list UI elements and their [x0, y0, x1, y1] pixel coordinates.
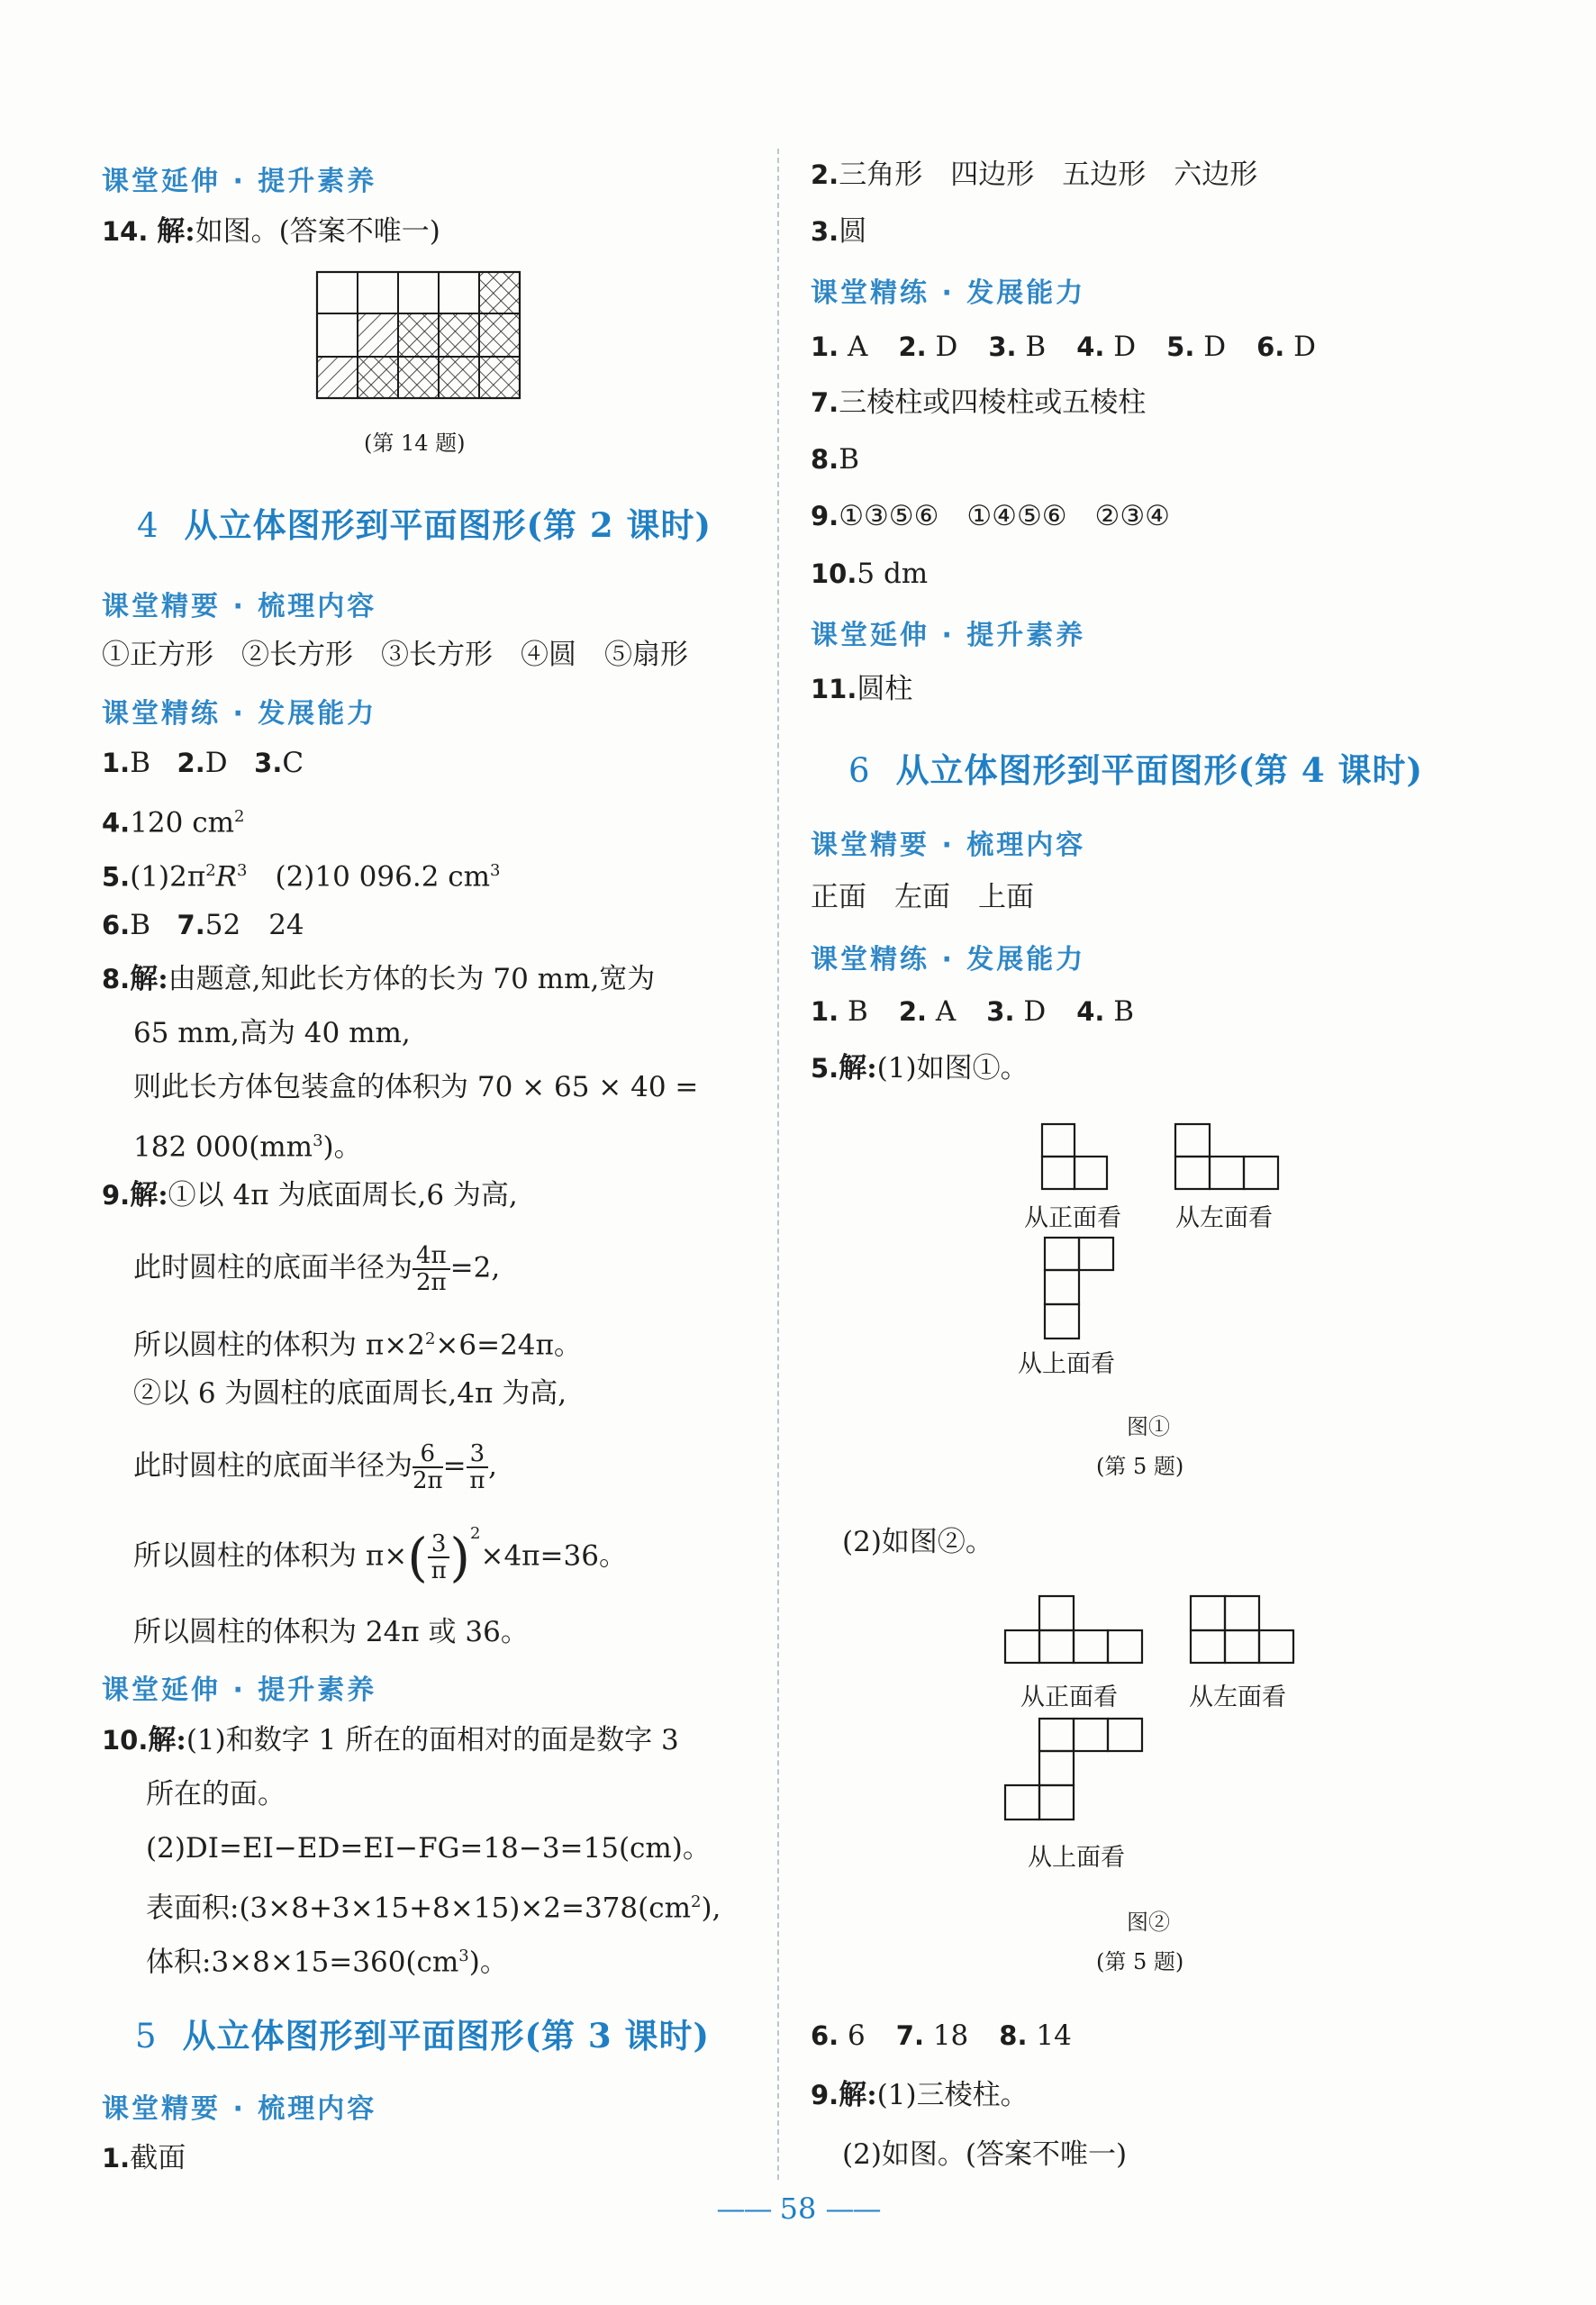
- answer-10-line5: 体积$:3\times 8\times 15=360(cm^3)$。: [146, 1946, 508, 1979]
- section-heading-extend: 课堂延伸 · 提升素养: [102, 166, 377, 197]
- section-heading-practice: 课堂精练 · 发展能力: [102, 698, 377, 730]
- answer-c8: 8.B: [811, 443, 859, 476]
- lesson-6-title: 6 从立体图形到平面图形(第 4 课时): [848, 750, 1424, 790]
- answer-8-line3: 则此长方体包装盒的体积为 70 × 65 × 40 =: [133, 1071, 699, 1103]
- answer-10-line1: 10.解:(1)和数字 1 所在的面相对的面是数字 3: [102, 1724, 679, 1756]
- answer-c9: 9.①③⑤⑥ ①④⑤⑥ ②③④: [811, 500, 1170, 532]
- answer-4: 4.120 $cm^2$: [102, 806, 245, 839]
- answer-c-2: 2. D: [898, 331, 958, 363]
- fig2-label: 图②: [1127, 1910, 1170, 1935]
- q14-shaded-grid-figure: [317, 270, 533, 402]
- lesson-4-title: 4 从立体图形到平面图形(第 2 课时): [137, 505, 712, 545]
- answer-c7: 7.三棱柱或四棱柱或五棱柱: [811, 386, 1147, 419]
- fig1-label: 图①: [1127, 1414, 1170, 1439]
- fig2-left-view: [1189, 1594, 1301, 1666]
- answer-d5-part2: (2)如图②。: [842, 1526, 993, 1558]
- fig1-top-view: [1043, 1236, 1115, 1342]
- fraction-3-over-pi: $\frac{3}{\pi}$: [467, 1441, 489, 1493]
- fig1-front-view: [1040, 1122, 1112, 1194]
- answer-10-line3: (2)DI=EI−ED=EI−FG=18−3=15(cm)。: [146, 1832, 711, 1865]
- column-divider: [777, 149, 779, 2180]
- answer-10-line2: 所在的面。: [146, 1778, 286, 1810]
- answer-d-3: 3. D: [986, 995, 1047, 1028]
- section-heading-practice-r1: 课堂精练 · 发展能力: [811, 277, 1086, 309]
- section-heading-practice-r2: 课堂精练 · 发展能力: [811, 944, 1086, 976]
- answer-9-line1: 9.解:①以 4π 为底面周长,6 为高,: [102, 1179, 518, 1211]
- answer-5: $5.(1)2\pi^2R^3$ (2)10 096.2 $cm^3$: [102, 860, 501, 894]
- section-heading-review: 课堂精要 · 梳理内容: [102, 591, 377, 622]
- fig2-left-label: 从左面看: [1189, 1683, 1286, 1711]
- answer-d6-1: 6. 6: [811, 2019, 866, 2052]
- answer-d-1: 1. B: [811, 995, 868, 1028]
- answers-d1-d4: [811, 994, 1165, 1030]
- answers-d6-d8: [811, 2018, 1102, 2054]
- fig2-front-view: [1003, 1594, 1147, 1666]
- answer-d9-line1: 9.解:(1)三棱柱。: [811, 2079, 1029, 2111]
- section-heading-extend-r: 课堂延伸 · 提升素养: [811, 620, 1086, 651]
- fig1-caption: (第 5 题): [1096, 1454, 1184, 1479]
- answer-c-5: 5. D: [1166, 331, 1227, 363]
- answer-9-line7: 所以圆柱的体积为 24π 或 36。: [133, 1616, 529, 1648]
- answer-9-line4: ②以 6 为圆柱的底面周长,4π 为高,: [133, 1377, 567, 1410]
- answer-9-line6: 所以圆柱的体积为 π×( $\frac{3}{\pi}$ )$^2$×4π=36。: [133, 1524, 627, 1588]
- answer-d5: 5.解:(1)如图①。: [811, 1052, 1029, 1084]
- fig1-top-label: 从上面看: [1018, 1350, 1115, 1378]
- answer-8-line2: 65 mm,高为 40 mm,: [133, 1017, 411, 1049]
- fig1-front-label: 从正面看: [1024, 1204, 1121, 1232]
- answer-c10: 10.5 dm: [811, 558, 929, 590]
- answer-b1: 1.截面: [102, 2142, 186, 2174]
- answer-c-4: 4. D: [1076, 331, 1137, 363]
- fig2-top-view: [1003, 1717, 1147, 1823]
- answer-8-line4: 182 $000(mm^3)$。: [133, 1130, 362, 1164]
- answer-d9-line2: (2)如图。(答案不唯一): [842, 2138, 1128, 2171]
- answer-c-1: 1. A: [811, 331, 868, 363]
- fig1-left-view: [1174, 1122, 1282, 1194]
- fig2-top-label: 从上面看: [1028, 1844, 1125, 1872]
- shapes-answer: ①正方形 ②长方形 ③长方形 ④圆 ⑤扇形: [102, 639, 688, 671]
- answer-8-line1: 8.解:由题意,知此长方体的长为 70 mm,宽为: [102, 963, 656, 995]
- fraction-6-over-2pi: $\frac{6}{2\pi}$: [413, 1440, 443, 1494]
- answer-d-2: 2. A: [898, 995, 957, 1028]
- fig2-caption: (第 5 题): [1096, 1949, 1184, 1974]
- fig2-front-label: 从正面看: [1020, 1683, 1118, 1711]
- fig1-left-label: 从左面看: [1175, 1204, 1273, 1232]
- answer-d-4: 4. B: [1076, 995, 1135, 1028]
- section-heading-review-r: 课堂精要 · 梳理内容: [811, 830, 1086, 861]
- section-heading-extend-2: 课堂延伸 · 提升素养: [102, 1674, 377, 1706]
- answer-c11: 11.圆柱: [811, 673, 913, 705]
- views-answer: 正面 左面 上面: [811, 881, 1034, 913]
- answer-b3: 3.圆: [811, 215, 867, 248]
- lesson-5-title: 5 从立体图形到平面图形(第 3 课时): [135, 2016, 711, 2055]
- answer-14: 14. 解:如图。(答案不唯一): [102, 215, 440, 248]
- answers-c1-c6: [811, 329, 1347, 365]
- fraction-3-over-pi-paren: $\frac{3}{\pi}$: [428, 1531, 450, 1584]
- answer-9-line2: 此时圆柱的底面半径为 $\frac{4\pi}{2\pi}$ =2,: [133, 1242, 501, 1296]
- section-heading-review-2: 课堂精要 · 梳理内容: [102, 2093, 377, 2125]
- answer-10-line4: 表面积$:(3\times 8+3\times 15+8\times 15)\times 2=378(cm^2)$,: [146, 1892, 721, 1925]
- answer-b2: 2.三角形 四边形 五边形 六边形: [811, 159, 1258, 191]
- answers-1-3: 1.B 2.D 3.C: [102, 747, 304, 779]
- answer-c-3: 3. B: [988, 331, 1047, 363]
- answer-d6-3: 8. 14: [999, 2019, 1072, 2052]
- answer-9-line5: 此时圆柱的底面半径为 $\frac{6}{2\pi}$ = $\frac{3}{\pi}$ ,: [133, 1440, 498, 1494]
- answer-9-line3: 所以圆柱的体积为 $\pi\times 2^2\times 6=24\pi$。: [133, 1329, 582, 1362]
- fraction-4pi-over-2pi: $\frac{4\pi}{2\pi}$: [413, 1243, 450, 1295]
- page-number: —— 58 ——: [716, 2192, 880, 2226]
- answer-d6-2: 7. 18: [895, 2019, 969, 2052]
- answers-6-7: 6.B 7.52 24: [102, 909, 304, 941]
- q14-caption: (第 14 题): [364, 431, 466, 456]
- answer-c-6: 6. D: [1256, 331, 1316, 363]
